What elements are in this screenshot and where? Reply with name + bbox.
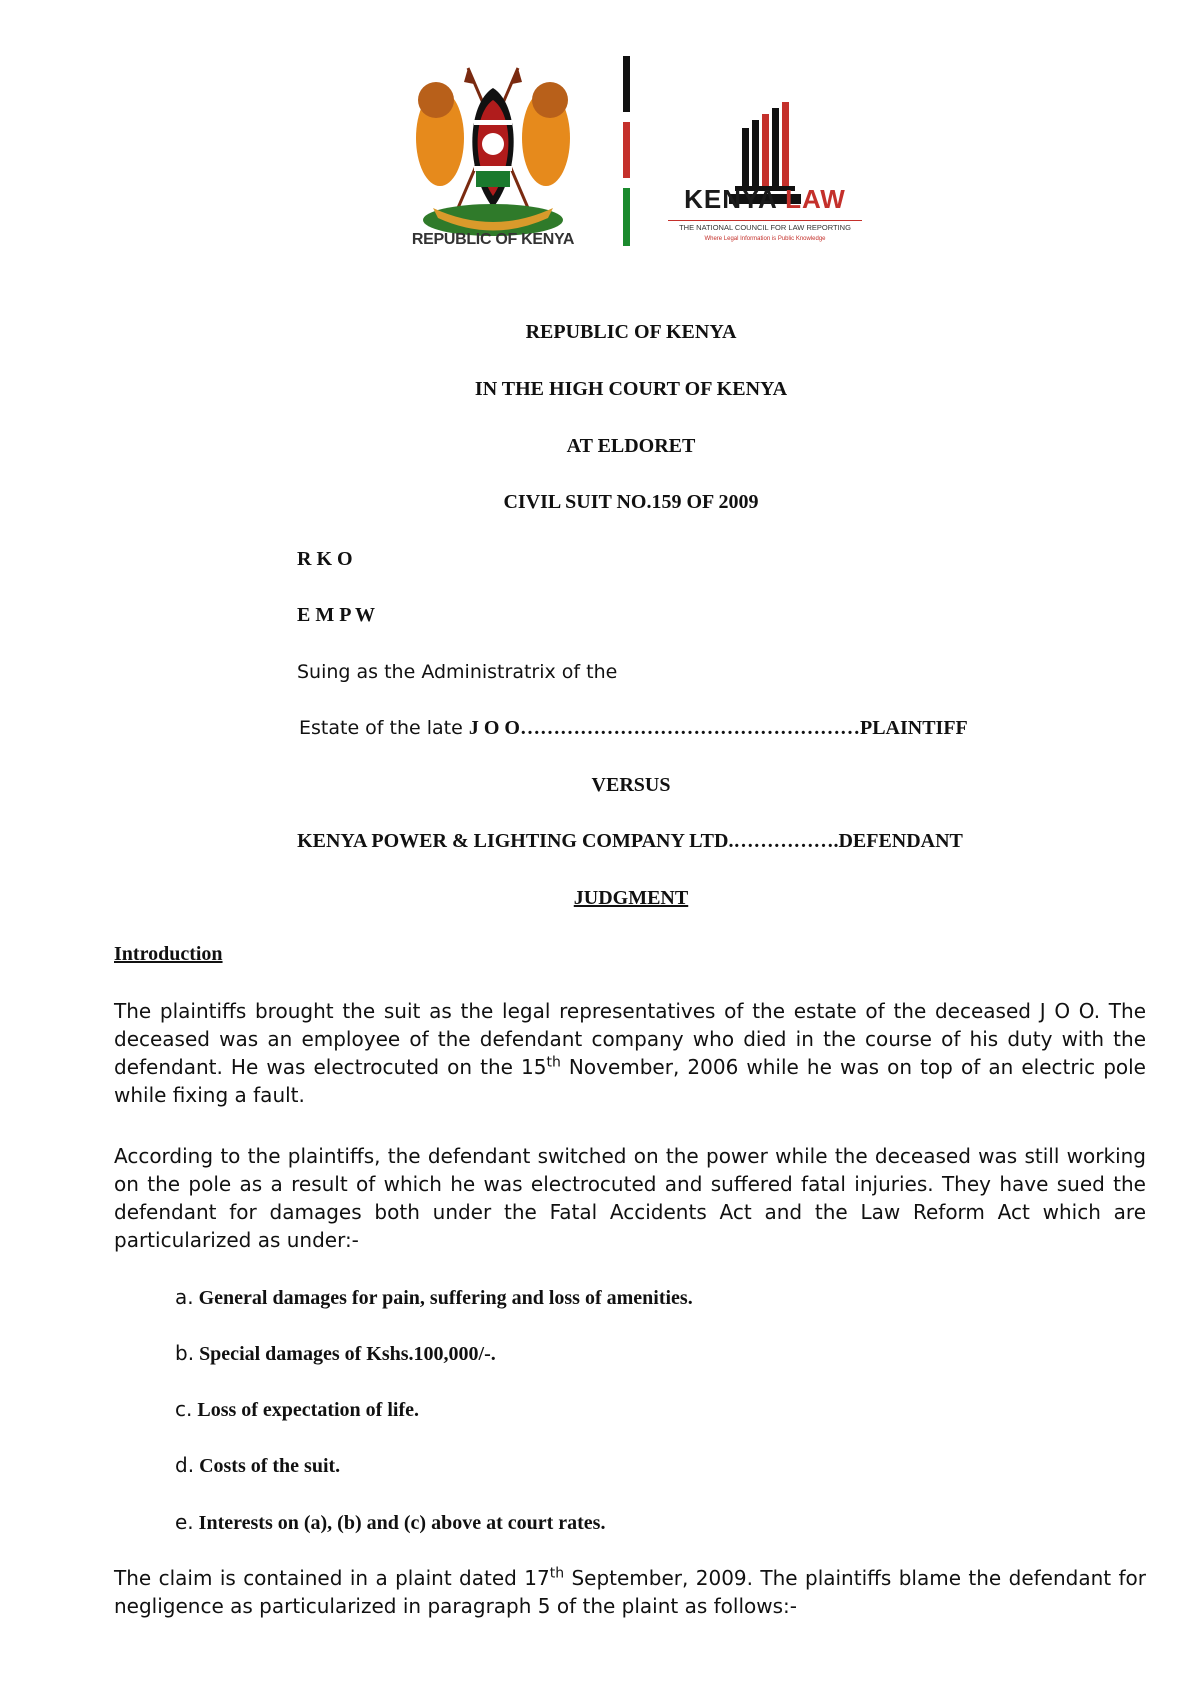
estate-line: [299, 716, 968, 740]
claim-item: b. Special damages of Kshs.100,000/-.: [175, 1341, 496, 1365]
kenya-law-title: KENYA LAW: [684, 184, 846, 214]
claim-item: e. Interests on (a), (b) and (c) above at court rates.: [175, 1510, 606, 1534]
heading-republic: REPUBLIC OF KENYA: [525, 321, 737, 343]
estate-prefix: Estate of the late: [299, 717, 469, 739]
coat-of-arms-logo: [398, 58, 588, 258]
versus-label: VERSUS: [591, 774, 671, 796]
plaintiff-1: R K O: [297, 548, 353, 570]
claim-item: a. General damages for pain, suffering and loss of amenities.: [175, 1285, 693, 1309]
heading-suit-number: CIVIL SUIT NO.159 OF 2009: [503, 491, 759, 513]
judgment-title: JUDGMENT: [573, 887, 689, 909]
claim-item: c. Loss of expectation of life.: [175, 1397, 419, 1421]
heading-location: AT ELDORET: [566, 435, 696, 457]
paragraph-1: The plaintiffs brought the suit as the legal representatives of the estate of the deceased J O O. The deceased was an employee of the defendant company who died in the course of his duty with the defendant. He was electrocuted on the 15th November, 2006 while he was on top of an electric pole while fixing a fault.: [114, 999, 1146, 1107]
kenya-law-subtitle: THE NATIONAL COUNCIL FOR LAW REPORTING: [668, 220, 862, 232]
paragraph-2: According to the plaintiffs, the defendant switched on the power while the deceased was still working on the pole as a result of which he was electrocuted and suffered fatal injuries. They have sued the defendant for damages both under the Fatal Accidents Act and the Law Reform Act which are particularized as under:-: [114, 1144, 1146, 1252]
paragraph-3: The claim is contained in a plaint dated 17th September, 2009. The plaintiffs blame the defendant for negligence as particularized in paragraph 5 of the plaint as follows:-: [114, 1565, 1146, 1618]
claim-item: d. Costs of the suit.: [175, 1453, 341, 1477]
header-logos: [0, 50, 1200, 260]
flag-color-bar: [623, 56, 630, 246]
kenya-law-tagline: Where Legal Information is Public Knowledge: [704, 236, 826, 242]
defendant-line: KENYA POWER & LIGHTING COMPANY LTD.…………….DEFENDANT: [297, 830, 963, 852]
estate-name-plaintiff: J O O……………………………………………PLAINTIFF: [468, 717, 968, 739]
coat-caption: REPUBLIC OF KENYA: [411, 231, 575, 248]
heading-court: IN THE HIGH COURT OF KENYA: [474, 378, 788, 400]
introduction-heading: Introduction: [114, 943, 223, 965]
suing-as-line: Suing as the Administratrix of the: [297, 661, 618, 683]
plaintiff-2: E M P W: [297, 604, 375, 626]
